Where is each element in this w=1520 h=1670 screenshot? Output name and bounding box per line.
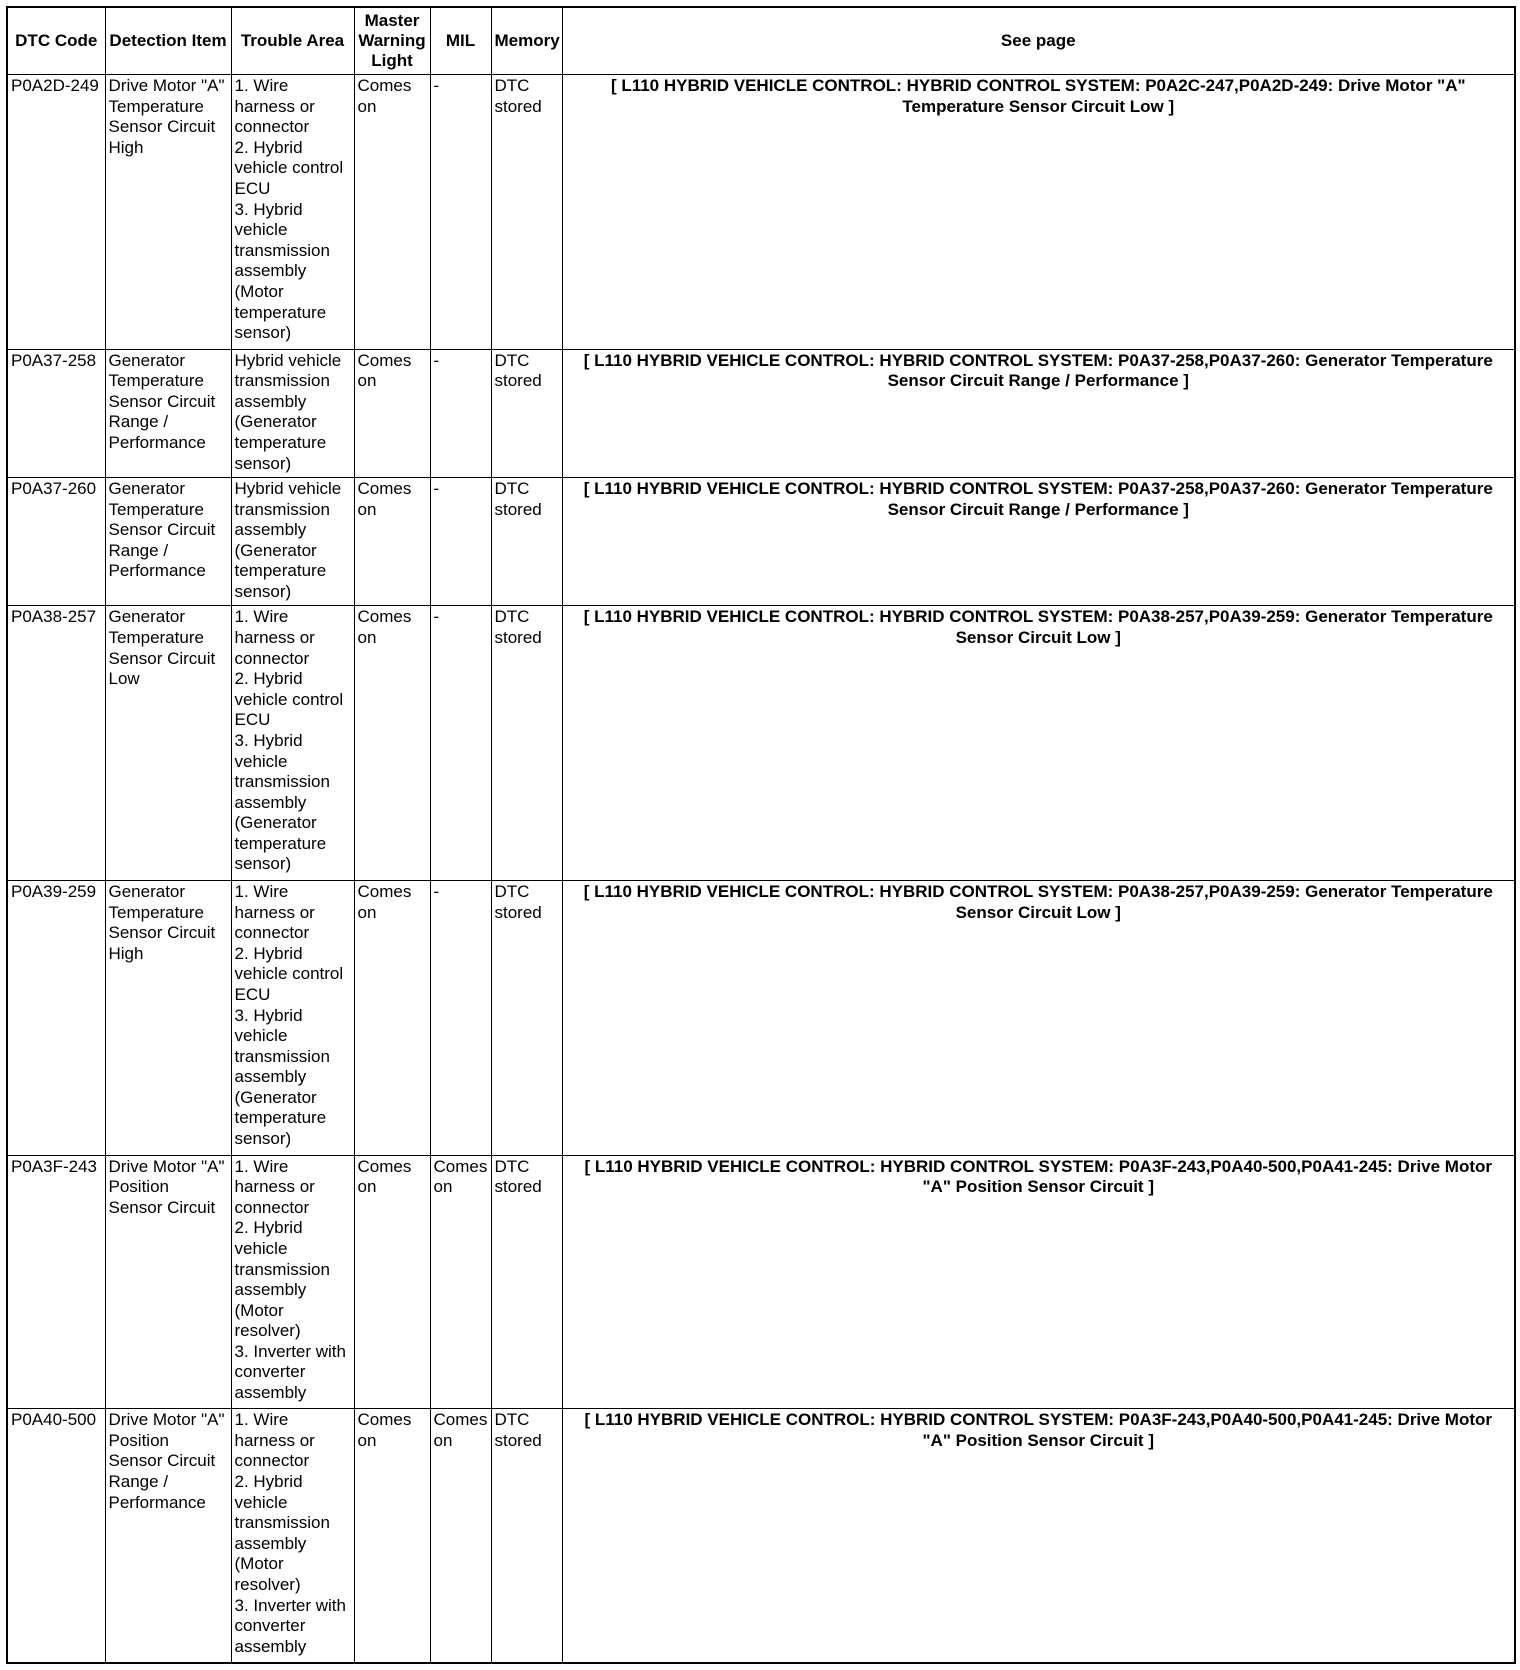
memory-cell: DTC stored: [491, 75, 562, 350]
mil-cell: -: [430, 349, 491, 477]
table-row: [7, 1155, 1515, 1409]
header-detection-item: Detection Item: [105, 7, 231, 75]
see-page-link[interactable]: [ L110 HYBRID VEHICLE CONTROL: HYBRID CONTROL SYSTEM: P0A38-257,P0A39-259: Generator Temperature Sensor Circuit Low ]: [562, 606, 1515, 881]
memory-cell: DTC stored: [491, 349, 562, 477]
table-row: [7, 880, 1515, 1155]
see-page-link[interactable]: [ L110 HYBRID VEHICLE CONTROL: HYBRID CONTROL SYSTEM: P0A38-257,P0A39-259: Generator Temperature Sensor Circuit Low ]: [562, 880, 1515, 1155]
master-warning-light-cell: Comes on: [354, 75, 430, 350]
trouble-area-line: Hybrid vehicle transmission assembly (Generator temperature sensor): [234, 478, 342, 601]
dtc-code-cell: P0A2D-249: [7, 75, 105, 350]
mil-cell: Comes on: [430, 1155, 491, 1409]
trouble-area-line: 1. Wire harness or connector: [234, 76, 315, 137]
trouble-area-line: 1. Wire harness or connector: [234, 1156, 315, 1217]
table-body: [7, 75, 1515, 1664]
table-row: [7, 1409, 1515, 1663]
trouble-area-line: 2. Hybrid vehicle control ECU: [234, 669, 344, 730]
dtc-code-cell: P0A37-260: [7, 477, 105, 605]
memory-cell: DTC stored: [491, 1409, 562, 1663]
trouble-area-line: 1. Wire harness or connector: [234, 881, 315, 943]
header-dtc-code: DTC Code: [7, 7, 105, 75]
trouble-area-line: 2. Hybrid vehicle control ECU: [234, 137, 344, 198]
table-row: [7, 75, 1515, 350]
header-memory: Memory: [491, 7, 562, 75]
dtc-code-cell: P0A40-500: [7, 1409, 105, 1663]
header-trouble-area: Trouble Area: [231, 7, 354, 75]
trouble-area-cell: [231, 75, 354, 350]
master-warning-light-cell: Comes on: [354, 477, 430, 605]
trouble-area-line: 1. Wire harness or connector: [234, 607, 315, 668]
trouble-area-line: 3. Hybrid vehicle transmission assembly (Motor temperature sensor): [234, 199, 330, 343]
see-page-link[interactable]: [ L110 HYBRID VEHICLE CONTROL: HYBRID CONTROL SYSTEM: P0A37-258,P0A37-260: Generator Temperature Sensor Circuit Range / Performance ]: [562, 349, 1515, 477]
mil-cell: -: [430, 880, 491, 1155]
trouble-area-line: 2. Hybrid vehicle transmission assembly (Motor resolver): [234, 1472, 330, 1594]
table-row: [7, 606, 1515, 881]
trouble-area-line: 1. Wire harness or connector: [234, 1410, 315, 1471]
table-row: [7, 477, 1515, 605]
memory-cell: DTC stored: [491, 606, 562, 881]
master-warning-light-cell: Comes on: [354, 1155, 430, 1409]
mil-cell: Comes on: [430, 1409, 491, 1663]
trouble-area-cell: [231, 1409, 354, 1663]
master-warning-light-cell: Comes on: [354, 349, 430, 477]
header-master-warning-light: Master Warning Light: [354, 7, 430, 75]
memory-cell: DTC stored: [491, 880, 562, 1155]
detection-item-cell: Drive Motor "A" Temperature Sensor Circuit High: [105, 75, 231, 350]
table-row: [7, 349, 1515, 477]
memory-cell: DTC stored: [491, 477, 562, 605]
dtc-code-cell: P0A38-257: [7, 606, 105, 881]
dtc-code-cell: P0A39-259: [7, 880, 105, 1155]
dtc-code-cell: P0A3F-243: [7, 1155, 105, 1409]
trouble-area-cell: [231, 880, 354, 1155]
see-page-link[interactable]: [ L110 HYBRID VEHICLE CONTROL: HYBRID CONTROL SYSTEM: P0A3F-243,P0A40-500,P0A41-245: Drive Motor "A" Position Sensor Circuit ]: [562, 1409, 1515, 1663]
trouble-area-cell: [231, 606, 354, 881]
trouble-area-line: 3. Inverter with converter assembly: [234, 1341, 346, 1403]
detection-item-cell: Drive Motor "A" Position Sensor Circuit: [105, 1155, 231, 1409]
trouble-area-cell: [231, 349, 354, 477]
trouble-area-line: 2. Hybrid vehicle control ECU: [234, 943, 344, 1004]
detection-item-cell: Drive Motor "A" Position Sensor Circuit Range / Performance: [105, 1409, 231, 1663]
master-warning-light-cell: Comes on: [354, 880, 430, 1155]
trouble-area-line: Hybrid vehicle transmission assembly (Generator temperature sensor): [234, 350, 342, 473]
dtc-table: [6, 6, 1516, 1664]
header-mil: MIL: [430, 7, 491, 75]
trouble-area-line: 3. Hybrid vehicle transmission assembly (Generator temperature sensor): [234, 1005, 330, 1149]
detection-item-cell: Generator Temperature Sensor Circuit Range / Performance: [105, 349, 231, 477]
trouble-area-cell: [231, 477, 354, 605]
mil-cell: -: [430, 477, 491, 605]
master-warning-light-cell: Comes on: [354, 606, 430, 881]
detection-item-cell: Generator Temperature Sensor Circuit Low: [105, 606, 231, 881]
see-page-link[interactable]: [ L110 HYBRID VEHICLE CONTROL: HYBRID CONTROL SYSTEM: P0A2C-247,P0A2D-249: Drive Motor "A" Temperature Sensor Circuit Low ]: [562, 75, 1515, 350]
header-row: [7, 7, 1515, 75]
header-see-page: See page: [562, 7, 1515, 75]
mil-cell: -: [430, 75, 491, 350]
master-warning-light-cell: Comes on: [354, 1409, 430, 1663]
trouble-area-line: 3. Inverter with converter assembly: [234, 1595, 346, 1656]
memory-cell: DTC stored: [491, 1155, 562, 1409]
mil-cell: -: [430, 606, 491, 881]
trouble-area-cell: [231, 1155, 354, 1409]
see-page-link[interactable]: [ L110 HYBRID VEHICLE CONTROL: HYBRID CONTROL SYSTEM: P0A37-258,P0A37-260: Generator Temperature Sensor Circuit Range / Performance ]: [562, 477, 1515, 605]
detection-item-cell: Generator Temperature Sensor Circuit High: [105, 880, 231, 1155]
dtc-code-cell: P0A37-258: [7, 349, 105, 477]
see-page-link[interactable]: [ L110 HYBRID VEHICLE CONTROL: HYBRID CONTROL SYSTEM: P0A3F-243,P0A40-500,P0A41-245: Drive Motor "A" Position Sensor Circuit ]: [562, 1155, 1515, 1409]
detection-item-cell: Generator Temperature Sensor Circuit Range / Performance: [105, 477, 231, 605]
trouble-area-line: 2. Hybrid vehicle transmission assembly (Motor resolver): [234, 1218, 330, 1341]
trouble-area-line: 3. Hybrid vehicle transmission assembly (Generator temperature sensor): [234, 730, 330, 874]
